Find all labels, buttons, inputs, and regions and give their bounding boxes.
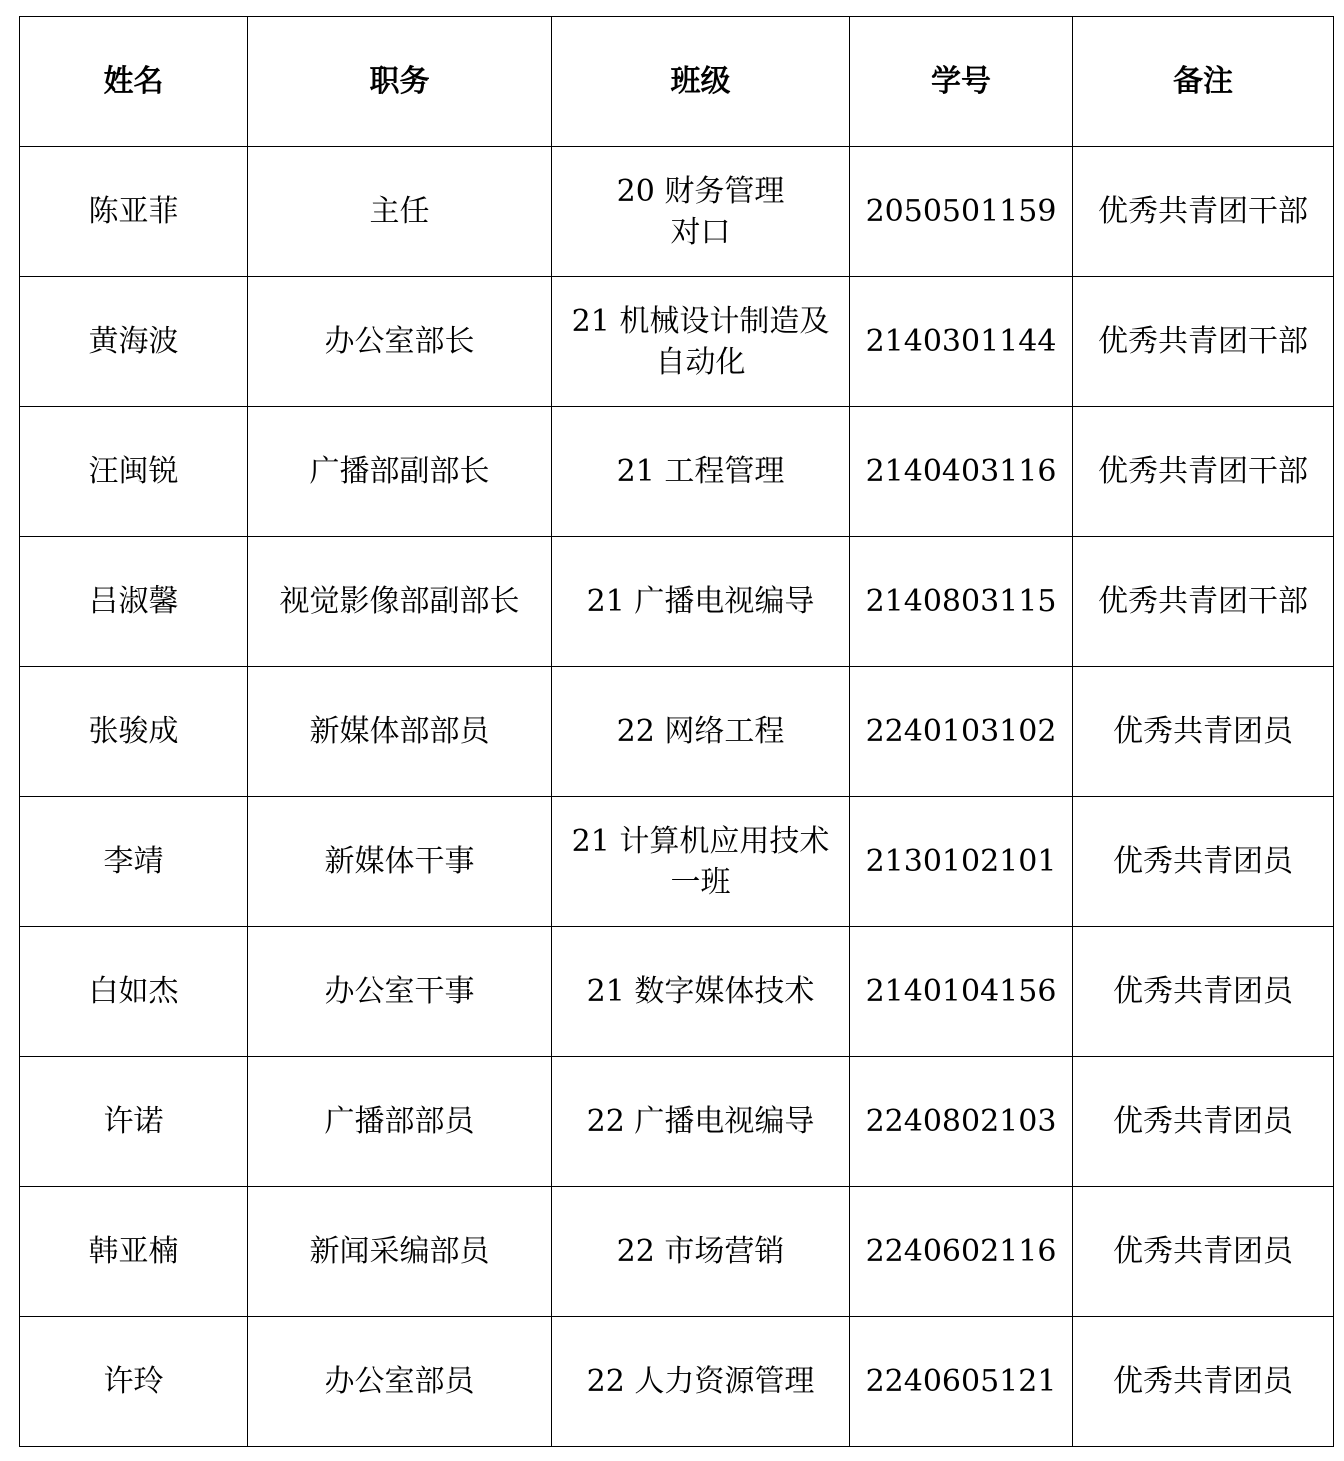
table-row (20, 667, 1334, 797)
class-line-1: 22 广播电视编导 (586, 1104, 815, 1139)
cell-note: 优秀共青团干部 (1073, 407, 1334, 537)
table-header (20, 17, 1334, 147)
cell-student-id: 2140301144 (850, 277, 1073, 407)
cell-role: 广播部部员 (248, 1057, 552, 1187)
class-line-1: 22 网络工程 (616, 714, 785, 749)
cell-name: 许玲 (20, 1317, 248, 1447)
cell-name: 李靖 (20, 797, 248, 927)
cell-name: 白如杰 (20, 927, 248, 1057)
class-line-1: 21 数字媒体技术 (586, 974, 815, 1009)
table-body (20, 147, 1334, 1447)
class-line-2: 一班 (670, 864, 731, 900)
cell-name: 许诺 (20, 1057, 248, 1187)
cell-note: 优秀共青团员 (1073, 1317, 1334, 1447)
cell-note: 优秀共青团员 (1073, 797, 1334, 927)
cell-class (552, 1317, 850, 1447)
cell-note: 优秀共青团干部 (1073, 537, 1334, 667)
cell-name: 陈亚菲 (20, 147, 248, 277)
table-row (20, 407, 1334, 537)
cell-class (552, 797, 850, 927)
cell-role: 办公室干事 (248, 927, 552, 1057)
cell-student-id: 2240802103 (850, 1057, 1073, 1187)
cell-name: 张骏成 (20, 667, 248, 797)
class-line-1: 21 机械设计制造及 (571, 303, 830, 339)
cell-name: 吕淑馨 (20, 537, 248, 667)
cell-student-id: 2140403116 (850, 407, 1073, 537)
cell-role: 新媒体干事 (248, 797, 552, 927)
cell-role: 办公室部员 (248, 1317, 552, 1447)
cell-note: 优秀共青团干部 (1073, 147, 1334, 277)
class-line-1: 21 计算机应用技术 (571, 823, 830, 859)
table-row (20, 1317, 1334, 1447)
cell-name: 韩亚楠 (20, 1187, 248, 1317)
cell-name: 汪闽锐 (20, 407, 248, 537)
table-row (20, 1057, 1334, 1187)
header-role: 职务 (248, 17, 552, 147)
cell-class (552, 147, 850, 277)
cell-role: 办公室部长 (248, 277, 552, 407)
class-line-2: 对口 (670, 214, 731, 250)
table-row (20, 797, 1334, 927)
roster-table (19, 16, 1334, 1447)
table-row (20, 147, 1334, 277)
cell-note: 优秀共青团员 (1073, 927, 1334, 1057)
cell-student-id: 2240602116 (850, 1187, 1073, 1317)
header-student-id: 学号 (850, 17, 1073, 147)
cell-student-id: 2240103102 (850, 667, 1073, 797)
cell-role: 广播部副部长 (248, 407, 552, 537)
cell-name: 黄海波 (20, 277, 248, 407)
header-note: 备注 (1073, 17, 1334, 147)
cell-class (552, 927, 850, 1057)
cell-class (552, 537, 850, 667)
cell-class (552, 1057, 850, 1187)
class-line-1: 22 市场营销 (616, 1234, 785, 1269)
table-row (20, 537, 1334, 667)
cell-class (552, 277, 850, 407)
cell-student-id: 2050501159 (850, 147, 1073, 277)
cell-student-id: 2140803115 (850, 537, 1073, 667)
cell-role: 视觉影像部副部长 (248, 537, 552, 667)
class-line-1: 20 财务管理 (616, 173, 785, 209)
cell-role: 主任 (248, 147, 552, 277)
cell-class (552, 667, 850, 797)
cell-role: 新闻采编部员 (248, 1187, 552, 1317)
cell-student-id: 2140104156 (850, 927, 1073, 1057)
cell-note: 优秀共青团员 (1073, 1057, 1334, 1187)
cell-note: 优秀共青团员 (1073, 1187, 1334, 1317)
table-row (20, 277, 1334, 407)
header-class: 班级 (552, 17, 850, 147)
cell-note: 优秀共青团员 (1073, 667, 1334, 797)
class-line-1: 21 工程管理 (616, 454, 785, 489)
cell-student-id: 2130102101 (850, 797, 1073, 927)
cell-note: 优秀共青团干部 (1073, 277, 1334, 407)
class-line-2: 自动化 (655, 344, 746, 380)
header-name: 姓名 (20, 17, 248, 147)
table-row (20, 927, 1334, 1057)
table-row (20, 1187, 1334, 1317)
cell-role: 新媒体部部员 (248, 667, 552, 797)
cell-student-id: 2240605121 (850, 1317, 1073, 1447)
class-line-1: 21 广播电视编导 (586, 584, 815, 619)
cell-class (552, 407, 850, 537)
cell-class (552, 1187, 850, 1317)
class-line-1: 22 人力资源管理 (586, 1364, 815, 1399)
header-row (20, 17, 1334, 147)
